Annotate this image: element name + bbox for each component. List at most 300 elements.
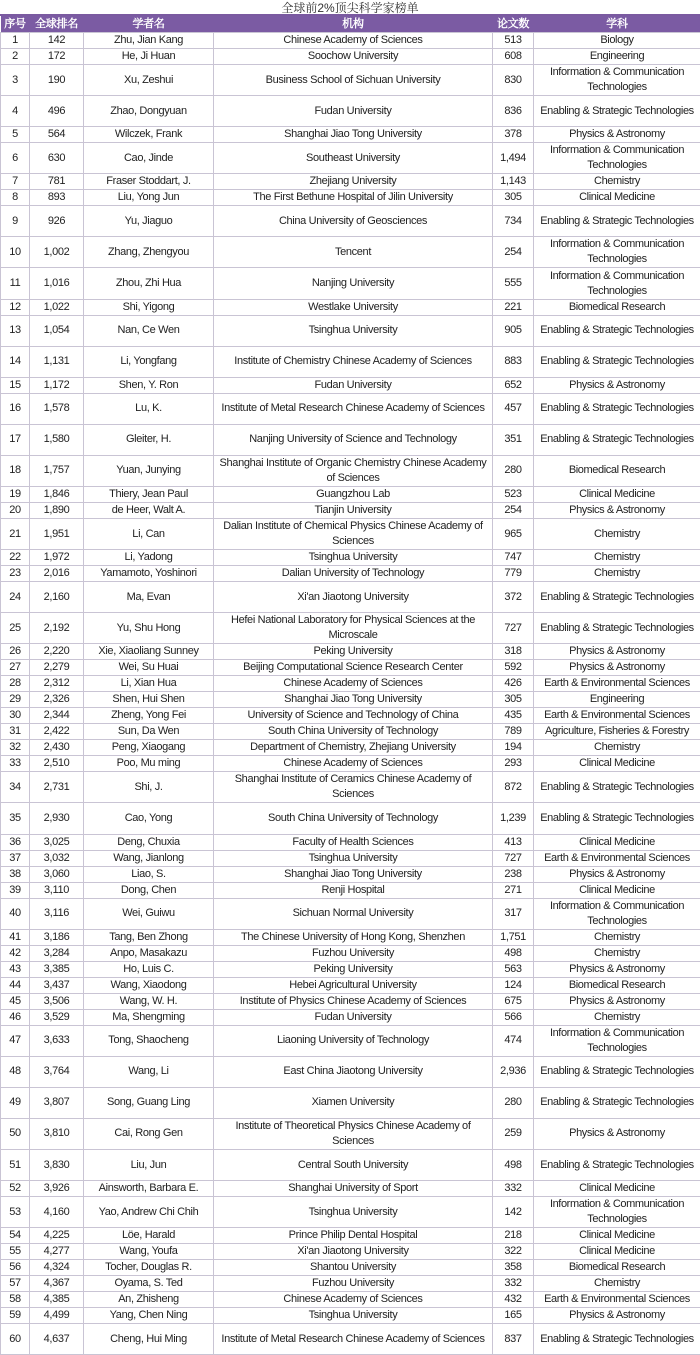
- table-row: [1, 1244, 700, 1260]
- table-row: [1, 127, 700, 143]
- cell-row-index: 40: [1, 898, 30, 929]
- cell-institution: Institute of Metal Research Chinese Academy of Sciences: [214, 1324, 493, 1355]
- cell-institution: Dalian Institute of Chemical Physics Chinese Academy of Sciences: [214, 519, 493, 550]
- cell-scholar-name: Li, Can: [84, 519, 214, 550]
- cell-global-rank: 3,060: [30, 866, 84, 882]
- cell-subject: Earth & Environmental Sciences: [534, 850, 700, 866]
- table-row: [1, 393, 700, 424]
- cell-paper-count: 566: [493, 1009, 534, 1025]
- table-row: [1, 1181, 700, 1197]
- cell-institution: Institute of Chemistry Chinese Academy of Sciences: [214, 346, 493, 377]
- cell-subject: Earth & Environmental Sciences: [534, 676, 700, 692]
- cell-global-rank: 3,284: [30, 945, 84, 961]
- cell-row-index: 14: [1, 346, 30, 377]
- cell-global-rank: 2,344: [30, 708, 84, 724]
- cell-row-index: 3: [1, 65, 30, 96]
- cell-subject: Chemistry: [534, 174, 700, 190]
- cell-institution: Guangzhou Lab: [214, 487, 493, 503]
- table-row: [1, 882, 700, 898]
- cell-global-rank: 3,830: [30, 1149, 84, 1180]
- cell-subject: Information & Communication Technologies: [534, 1197, 700, 1228]
- cell-institution: Renji Hospital: [214, 882, 493, 898]
- cell-institution: China University of Geosciences: [214, 206, 493, 237]
- cell-global-rank: 1,054: [30, 315, 84, 346]
- table-row: [1, 566, 700, 582]
- cell-scholar-name: Yamamoto, Yoshinori: [84, 566, 214, 582]
- cell-institution: Peking University: [214, 961, 493, 977]
- cell-row-index: 9: [1, 206, 30, 237]
- cell-institution: Fudan University: [214, 1009, 493, 1025]
- table-row: [1, 740, 700, 756]
- table-row: [1, 1228, 700, 1244]
- cell-subject: Chemistry: [534, 566, 700, 582]
- cell-scholar-name: Yuan, Junying: [84, 455, 214, 486]
- cell-paper-count: 727: [493, 613, 534, 644]
- cell-row-index: 7: [1, 174, 30, 190]
- cell-scholar-name: Ainsworth, Barbara E.: [84, 1181, 214, 1197]
- cell-global-rank: 2,430: [30, 740, 84, 756]
- cell-scholar-name: Löe, Harald: [84, 1228, 214, 1244]
- cell-global-rank: 630: [30, 143, 84, 174]
- cell-row-index: 26: [1, 644, 30, 660]
- cell-global-rank: 2,160: [30, 582, 84, 613]
- cell-paper-count: 305: [493, 190, 534, 206]
- cell-paper-count: 747: [493, 550, 534, 566]
- cell-global-rank: 3,110: [30, 882, 84, 898]
- cell-row-index: 34: [1, 772, 30, 803]
- table-row: [1, 1025, 700, 1056]
- cell-row-index: 4: [1, 96, 30, 127]
- cell-institution: The First Bethune Hospital of Jilin University: [214, 190, 493, 206]
- cell-paper-count: 457: [493, 393, 534, 424]
- cell-scholar-name: Liao, S.: [84, 866, 214, 882]
- cell-row-index: 10: [1, 237, 30, 268]
- table-row: [1, 65, 700, 96]
- cell-subject: Enabling & Strategic Technologies: [534, 582, 700, 613]
- cell-subject: Chemistry: [534, 929, 700, 945]
- cell-scholar-name: Zhou, Zhi Hua: [84, 268, 214, 299]
- table-row: [1, 1118, 700, 1149]
- cell-global-rank: 3,116: [30, 898, 84, 929]
- cell-paper-count: 124: [493, 977, 534, 993]
- cell-paper-count: 905: [493, 315, 534, 346]
- cell-global-rank: 3,437: [30, 977, 84, 993]
- cell-subject: Enabling & Strategic Technologies: [534, 1087, 700, 1118]
- cell-institution: Business School of Sichuan University: [214, 65, 493, 96]
- cell-global-rank: 4,499: [30, 1308, 84, 1324]
- cell-paper-count: 358: [493, 1260, 534, 1276]
- cell-paper-count: 727: [493, 850, 534, 866]
- cell-institution: Tsinghua University: [214, 1308, 493, 1324]
- cell-row-index: 54: [1, 1228, 30, 1244]
- cell-scholar-name: Fraser Stoddart, J.: [84, 174, 214, 190]
- cell-subject: Physics & Astronomy: [534, 644, 700, 660]
- cell-subject: Physics & Astronomy: [534, 866, 700, 882]
- cell-scholar-name: Tocher, Douglas R.: [84, 1260, 214, 1276]
- cell-scholar-name: Li, Yongfang: [84, 346, 214, 377]
- cell-scholar-name: Deng, Chuxia: [84, 834, 214, 850]
- cell-subject: Information & Communication Technologies: [534, 268, 700, 299]
- table-row: [1, 993, 700, 1009]
- cell-global-rank: 3,385: [30, 961, 84, 977]
- header-subject: 学科: [534, 16, 700, 33]
- cell-scholar-name: Yao, Andrew Chi Chih: [84, 1197, 214, 1228]
- cell-global-rank: 2,422: [30, 724, 84, 740]
- cell-paper-count: 523: [493, 487, 534, 503]
- cell-institution: Fuzhou University: [214, 945, 493, 961]
- cell-row-index: 17: [1, 424, 30, 455]
- cell-subject: Clinical Medicine: [534, 834, 700, 850]
- cell-institution: Institute of Metal Research Chinese Academy of Sciences: [214, 393, 493, 424]
- table-row: [1, 977, 700, 993]
- cell-institution: Department of Chemistry, Zhejiang University: [214, 740, 493, 756]
- cell-global-rank: 4,637: [30, 1324, 84, 1355]
- cell-row-index: 21: [1, 519, 30, 550]
- cell-row-index: 23: [1, 566, 30, 582]
- cell-subject: Chemistry: [534, 1276, 700, 1292]
- cell-institution: Chinese Academy of Sciences: [214, 756, 493, 772]
- cell-subject: Enabling & Strategic Technologies: [534, 96, 700, 127]
- cell-row-index: 28: [1, 676, 30, 692]
- cell-institution: Institute of Theoretical Physics Chinese Academy of Sciences: [214, 1118, 493, 1149]
- cell-paper-count: 165: [493, 1308, 534, 1324]
- cell-institution: Tsinghua University: [214, 850, 493, 866]
- table-row: [1, 1308, 700, 1324]
- header-scholar-name: 学者名: [84, 16, 214, 33]
- cell-row-index: 22: [1, 550, 30, 566]
- cell-paper-count: 194: [493, 740, 534, 756]
- cell-institution: Liaoning University of Technology: [214, 1025, 493, 1056]
- cell-row-index: 45: [1, 993, 30, 1009]
- cell-institution: The Chinese University of Hong Kong, Shenzhen: [214, 929, 493, 945]
- cell-institution: Tsinghua University: [214, 1197, 493, 1228]
- cell-row-index: 27: [1, 660, 30, 676]
- cell-institution: Peking University: [214, 644, 493, 660]
- cell-institution: University of Science and Technology of China: [214, 708, 493, 724]
- cell-institution: South China University of Technology: [214, 803, 493, 834]
- cell-row-index: 50: [1, 1118, 30, 1149]
- cell-subject: Engineering: [534, 692, 700, 708]
- cell-scholar-name: Liu, Yong Jun: [84, 190, 214, 206]
- cell-scholar-name: Gleiter, H.: [84, 424, 214, 455]
- cell-scholar-name: Ma, Evan: [84, 582, 214, 613]
- cell-global-rank: 1,757: [30, 455, 84, 486]
- cell-global-rank: 564: [30, 127, 84, 143]
- cell-subject: Biomedical Research: [534, 1260, 700, 1276]
- table-row: [1, 315, 700, 346]
- cell-row-index: 1: [1, 33, 30, 49]
- table-row: [1, 268, 700, 299]
- table-row: [1, 676, 700, 692]
- cell-scholar-name: Oyama, S. Ted: [84, 1276, 214, 1292]
- table-row: [1, 377, 700, 393]
- cell-paper-count: 259: [493, 1118, 534, 1149]
- cell-subject: Enabling & Strategic Technologies: [534, 803, 700, 834]
- cell-scholar-name: Shen, Hui Shen: [84, 692, 214, 708]
- cell-institution: Chinese Academy of Sciences: [214, 1292, 493, 1308]
- cell-subject: Enabling & Strategic Technologies: [534, 1056, 700, 1087]
- cell-subject: Information & Communication Technologies: [534, 1025, 700, 1056]
- cell-subject: Information & Communication Technologies: [534, 237, 700, 268]
- cell-paper-count: 142: [493, 1197, 534, 1228]
- cell-global-rank: 1,951: [30, 519, 84, 550]
- cell-paper-count: 1,751: [493, 929, 534, 945]
- cell-global-rank: 4,324: [30, 1260, 84, 1276]
- cell-global-rank: 4,385: [30, 1292, 84, 1308]
- table-row: [1, 708, 700, 724]
- cell-paper-count: 426: [493, 676, 534, 692]
- table-row: [1, 850, 700, 866]
- cell-global-rank: 1,578: [30, 393, 84, 424]
- cell-paper-count: 332: [493, 1181, 534, 1197]
- cell-row-index: 19: [1, 487, 30, 503]
- table-row: [1, 487, 700, 503]
- cell-row-index: 48: [1, 1056, 30, 1087]
- cell-paper-count: 254: [493, 237, 534, 268]
- cell-paper-count: 293: [493, 756, 534, 772]
- cell-paper-count: 652: [493, 377, 534, 393]
- cell-institution: Institute of Physics Chinese Academy of Sciences: [214, 993, 493, 1009]
- cell-institution: Dalian University of Technology: [214, 566, 493, 582]
- cell-row-index: 31: [1, 724, 30, 740]
- cell-institution: Shanghai Jiao Tong University: [214, 866, 493, 882]
- cell-institution: Tencent: [214, 237, 493, 268]
- table-row: [1, 455, 700, 486]
- cell-institution: Soochow University: [214, 49, 493, 65]
- cell-paper-count: 1,239: [493, 803, 534, 834]
- cell-scholar-name: Shen, Y. Ron: [84, 377, 214, 393]
- cell-paper-count: 221: [493, 299, 534, 315]
- cell-institution: Faculty of Health Sciences: [214, 834, 493, 850]
- cell-institution: South China University of Technology: [214, 724, 493, 740]
- cell-institution: Xiamen University: [214, 1087, 493, 1118]
- cell-global-rank: 2,192: [30, 613, 84, 644]
- cell-paper-count: 254: [493, 503, 534, 519]
- cell-row-index: 11: [1, 268, 30, 299]
- cell-paper-count: 332: [493, 1276, 534, 1292]
- table-row: [1, 1292, 700, 1308]
- cell-paper-count: 675: [493, 993, 534, 1009]
- cell-institution: East China Jiaotong University: [214, 1056, 493, 1087]
- cell-scholar-name: Xie, Xiaoliang Sunney: [84, 644, 214, 660]
- cell-row-index: 55: [1, 1244, 30, 1260]
- cell-subject: Chemistry: [534, 945, 700, 961]
- cell-global-rank: 4,277: [30, 1244, 84, 1260]
- cell-global-rank: 2,279: [30, 660, 84, 676]
- cell-global-rank: 496: [30, 96, 84, 127]
- cell-scholar-name: Zheng, Yong Fei: [84, 708, 214, 724]
- cell-global-rank: 2,731: [30, 772, 84, 803]
- table-row: [1, 644, 700, 660]
- cell-paper-count: 322: [493, 1244, 534, 1260]
- cell-paper-count: 498: [493, 945, 534, 961]
- cell-global-rank: 1,016: [30, 268, 84, 299]
- table-row: [1, 1087, 700, 1118]
- cell-global-rank: 4,367: [30, 1276, 84, 1292]
- cell-scholar-name: Wei, Su Huai: [84, 660, 214, 676]
- cell-institution: Xi'an Jiaotong University: [214, 582, 493, 613]
- cell-scholar-name: Dong, Chen: [84, 882, 214, 898]
- cell-scholar-name: Wang, Li: [84, 1056, 214, 1087]
- cell-subject: Physics & Astronomy: [534, 660, 700, 676]
- cell-row-index: 15: [1, 377, 30, 393]
- cell-scholar-name: Wang, Jianlong: [84, 850, 214, 866]
- cell-institution: Fudan University: [214, 96, 493, 127]
- cell-scholar-name: Wilczek, Frank: [84, 127, 214, 143]
- cell-paper-count: 513: [493, 33, 534, 49]
- cell-scholar-name: Peng, Xiaogang: [84, 740, 214, 756]
- cell-global-rank: 893: [30, 190, 84, 206]
- header-global-rank: 全球排名: [30, 16, 84, 33]
- cell-paper-count: 413: [493, 834, 534, 850]
- cell-institution: Hefei National Laboratory for Physical Sciences at the Microscale: [214, 613, 493, 644]
- cell-row-index: 44: [1, 977, 30, 993]
- cell-global-rank: 172: [30, 49, 84, 65]
- cell-row-index: 43: [1, 961, 30, 977]
- table-row: [1, 660, 700, 676]
- cell-global-rank: 1,131: [30, 346, 84, 377]
- cell-scholar-name: Ho, Luis C.: [84, 961, 214, 977]
- cell-global-rank: 190: [30, 65, 84, 96]
- cell-scholar-name: Cheng, Hui Ming: [84, 1324, 214, 1355]
- cell-scholar-name: de Heer, Walt A.: [84, 503, 214, 519]
- cell-paper-count: 1,143: [493, 174, 534, 190]
- cell-institution: Shanghai Institute of Ceramics Chinese Academy of Sciences: [214, 772, 493, 803]
- cell-institution: Central South University: [214, 1149, 493, 1180]
- cell-institution: Chinese Academy of Sciences: [214, 33, 493, 49]
- cell-scholar-name: Tong, Shaocheng: [84, 1025, 214, 1056]
- cell-institution: Shanghai Institute of Organic Chemistry Chinese Academy of Sciences: [214, 455, 493, 486]
- cell-institution: Nanjing University: [214, 268, 493, 299]
- cell-subject: Earth & Environmental Sciences: [534, 1292, 700, 1308]
- table-row: [1, 1009, 700, 1025]
- cell-global-rank: 3,807: [30, 1087, 84, 1118]
- cell-subject: Information & Communication Technologies: [534, 898, 700, 929]
- cell-scholar-name: Zhu, Jian Kang: [84, 33, 214, 49]
- table-row: [1, 692, 700, 708]
- table-row: [1, 519, 700, 550]
- cell-row-index: 5: [1, 127, 30, 143]
- cell-row-index: 25: [1, 613, 30, 644]
- cell-subject: Biomedical Research: [534, 299, 700, 315]
- cell-row-index: 30: [1, 708, 30, 724]
- header-paper-count: 论文数: [493, 16, 534, 33]
- cell-global-rank: 2,016: [30, 566, 84, 582]
- table-row: [1, 1276, 700, 1292]
- header-index: 序号: [1, 16, 30, 33]
- cell-institution: Tsinghua University: [214, 550, 493, 566]
- cell-paper-count: 555: [493, 268, 534, 299]
- table-row: [1, 174, 700, 190]
- cell-global-rank: 3,529: [30, 1009, 84, 1025]
- table-row: [1, 834, 700, 850]
- cell-global-rank: 1,580: [30, 424, 84, 455]
- table-row: [1, 582, 700, 613]
- table-row: [1, 1056, 700, 1087]
- cell-subject: Physics & Astronomy: [534, 1118, 700, 1149]
- cell-paper-count: 317: [493, 898, 534, 929]
- cell-row-index: 60: [1, 1324, 30, 1355]
- cell-global-rank: 3,506: [30, 993, 84, 1009]
- cell-row-index: 37: [1, 850, 30, 866]
- cell-row-index: 47: [1, 1025, 30, 1056]
- table-row: [1, 143, 700, 174]
- cell-scholar-name: Lu, K.: [84, 393, 214, 424]
- cell-scholar-name: Cao, Jinde: [84, 143, 214, 174]
- cell-subject: Enabling & Strategic Technologies: [534, 772, 700, 803]
- cell-subject: Physics & Astronomy: [534, 1308, 700, 1324]
- cell-scholar-name: Cao, Yong: [84, 803, 214, 834]
- cell-row-index: 20: [1, 503, 30, 519]
- cell-institution: Chinese Academy of Sciences: [214, 676, 493, 692]
- header-row: [1, 16, 700, 33]
- cell-subject: Clinical Medicine: [534, 190, 700, 206]
- cell-paper-count: 271: [493, 882, 534, 898]
- cell-paper-count: 498: [493, 1149, 534, 1180]
- cell-subject: Biomedical Research: [534, 455, 700, 486]
- cell-global-rank: 781: [30, 174, 84, 190]
- cell-subject: Physics & Astronomy: [534, 993, 700, 1009]
- cell-scholar-name: Wang, W. H.: [84, 993, 214, 1009]
- cell-global-rank: 2,930: [30, 803, 84, 834]
- cell-institution: Shanghai Jiao Tong University: [214, 692, 493, 708]
- cell-scholar-name: An, Zhisheng: [84, 1292, 214, 1308]
- cell-paper-count: 218: [493, 1228, 534, 1244]
- cell-paper-count: 318: [493, 644, 534, 660]
- scientist-ranking-table: [0, 16, 700, 1355]
- cell-scholar-name: Xu, Zeshui: [84, 65, 214, 96]
- cell-row-index: 6: [1, 143, 30, 174]
- cell-row-index: 35: [1, 803, 30, 834]
- cell-subject: Clinical Medicine: [534, 1181, 700, 1197]
- table-row: [1, 1260, 700, 1276]
- cell-scholar-name: Shi, J.: [84, 772, 214, 803]
- cell-subject: Enabling & Strategic Technologies: [534, 1149, 700, 1180]
- cell-global-rank: 1,002: [30, 237, 84, 268]
- cell-subject: Chemistry: [534, 519, 700, 550]
- cell-row-index: 57: [1, 1276, 30, 1292]
- cell-institution: Westlake University: [214, 299, 493, 315]
- cell-institution: Shanghai Jiao Tong University: [214, 127, 493, 143]
- cell-paper-count: 435: [493, 708, 534, 724]
- cell-global-rank: 3,926: [30, 1181, 84, 1197]
- cell-paper-count: 238: [493, 866, 534, 882]
- cell-institution: Shanghai University of Sport: [214, 1181, 493, 1197]
- cell-subject: Engineering: [534, 49, 700, 65]
- cell-row-index: 46: [1, 1009, 30, 1025]
- cell-subject: Enabling & Strategic Technologies: [534, 346, 700, 377]
- cell-paper-count: 789: [493, 724, 534, 740]
- cell-subject: Biology: [534, 33, 700, 49]
- cell-row-index: 13: [1, 315, 30, 346]
- cell-scholar-name: Wang, Xiaodong: [84, 977, 214, 993]
- cell-paper-count: 378: [493, 127, 534, 143]
- cell-scholar-name: Tang, Ben Zhong: [84, 929, 214, 945]
- cell-subject: Enabling & Strategic Technologies: [534, 424, 700, 455]
- cell-subject: Earth & Environmental Sciences: [534, 708, 700, 724]
- cell-row-index: 38: [1, 866, 30, 882]
- cell-subject: Information & Communication Technologies: [534, 143, 700, 174]
- cell-institution: Fudan University: [214, 377, 493, 393]
- table-row: [1, 33, 700, 49]
- cell-subject: Clinical Medicine: [534, 1228, 700, 1244]
- cell-subject: Chemistry: [534, 740, 700, 756]
- cell-global-rank: 1,890: [30, 503, 84, 519]
- cell-row-index: 56: [1, 1260, 30, 1276]
- cell-paper-count: 836: [493, 96, 534, 127]
- cell-scholar-name: Poo, Mu ming: [84, 756, 214, 772]
- cell-paper-count: 563: [493, 961, 534, 977]
